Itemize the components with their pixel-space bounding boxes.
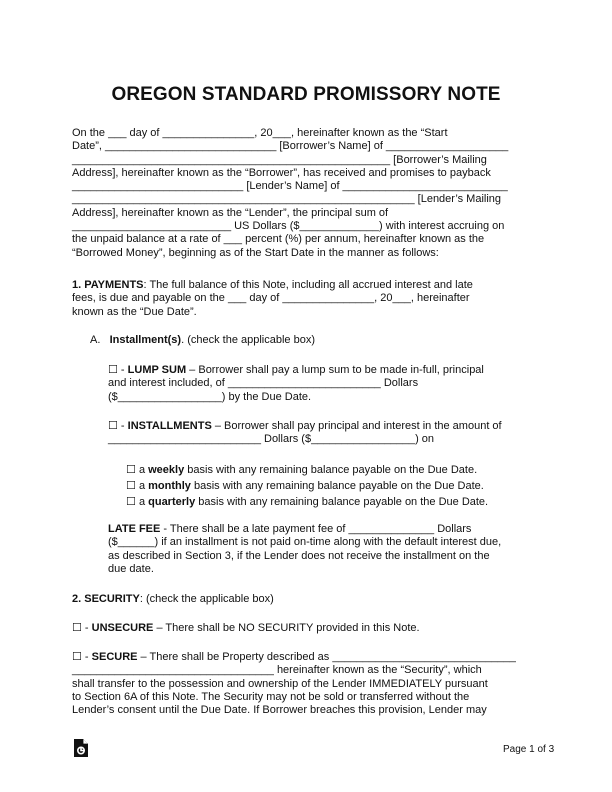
frequency-post: basis with any remaining balance payable on the Due Date.: [184, 464, 478, 476]
lump-sum-label: LUMP SUM: [127, 364, 187, 376]
frequency-word: weekly: [148, 464, 185, 476]
page-number: Page 1 of 3: [503, 744, 555, 755]
frequency-monthly: [126, 479, 484, 492]
document-logo-icon: [72, 738, 90, 758]
installments-subheading: [90, 334, 315, 346]
frequency-word: quarterly: [148, 496, 196, 508]
secure-line: to Section 6A of this Note. The Security may not be sold or transferred without the: [72, 690, 470, 703]
late-fee-label: LATE FEE: [108, 523, 161, 535]
frequency-post: basis with any remaining balance payable on the Due Date.: [195, 496, 489, 508]
lump-sum-checkbox[interactable]: ☐: [108, 364, 118, 376]
frequency-word: monthly: [148, 480, 191, 492]
section-a-prefix: A.: [90, 334, 101, 346]
lump-sum-line: – Borrower shall pay a lump sum to be made in-full, principal: [186, 364, 484, 376]
intro-paragraph: [72, 127, 542, 260]
installments-option: ☐ - INSTALLMENTS – Borrower shall pay principal and interest in the amount of _________________________ Dollars ($_________________) on: [108, 420, 548, 447]
secure-option: ☐ - SECURE – There shall be Property described as ______________________________ _________________________________ hereinafter known as the “Security”, which shall transfer to the possession and ownership of the Lender IMMEDIATELY pursuant to Section 6A of this Note. The Security may not be sold or transferred without the Lender’s consent until the Due Date. If Borrower breaches this provision, Lender may: [72, 651, 542, 717]
security-heading: 2. SECURITY: [72, 593, 140, 605]
section-a-label: Installment(s): [109, 334, 182, 346]
installments-label: INSTALLMENTS: [127, 420, 212, 432]
frequency-post: basis with any remaining balance payable on the Due Date.: [190, 480, 484, 492]
unsecure-rest: – There shall be NO SECURITY provided in this Note.: [153, 622, 420, 634]
security-rest: : (check the applicable box): [139, 593, 274, 605]
intro-line: Date”, ____________________________ [Borrower’s Name] of ____________________: [72, 140, 509, 153]
late-fee-line: as described in Section 3, if the Lender does not receive the installment on the: [108, 549, 490, 562]
late-fee-clause: [108, 523, 548, 576]
late-fee-line: - There shall be a late payment fee of ______________ Dollars: [160, 523, 472, 535]
payments-line: fees, is due and payable on the ___ day of _______________, 20___, hereinafter: [72, 292, 470, 305]
unsecure-option: ☐ - UNSECURE – There shall be NO SECURITY provided in this Note.: [72, 622, 420, 634]
intro-line: Address], hereinafter known as the “Lender”, the principal sum of: [72, 206, 389, 219]
secure-checkbox[interactable]: ☐: [72, 651, 82, 663]
intro-line: “Borrowed Money”, beginning as of the Start Date in the manner as follows:: [72, 246, 439, 259]
intro-line: ________________________________________________________ [Lender’s Mailing: [72, 193, 502, 206]
payments-heading: 1. PAYMENTS: [72, 279, 144, 291]
payments-line: : The full balance of this Note, including all accrued interest and late: [143, 279, 473, 291]
section-a-rest: . (check the applicable box): [181, 334, 316, 346]
intro-line: ____________________________________________________ [Borrower’s Mailing: [72, 153, 487, 166]
unsecure-label: UNSECURE: [91, 622, 154, 634]
lump-sum-line: ($_________________) by the Due Date.: [108, 390, 312, 403]
lump-sum-line: and interest included, of _________________________ Dollars: [108, 377, 419, 390]
unsecure-checkbox[interactable]: ☐: [72, 622, 82, 634]
secure-line: Lender’s consent until the Due Date. If Borrower breaches this provision, Lender may: [72, 704, 487, 717]
intro-line: Address], hereinafter known as the “Borrower”, has received and promises to payback: [72, 166, 491, 179]
secure-line: – There shall be Property described as ______________________________: [137, 651, 516, 663]
frequency-checkbox[interactable]: ☐: [126, 480, 136, 492]
secure-label: SECURE: [91, 651, 138, 663]
installments-line: _________________________ Dollars ($_________________) on: [108, 433, 435, 446]
document-title: OREGON STANDARD PROMISSORY NOTE: [111, 84, 501, 105]
secure-line: _________________________________ hereinafter known as the “Security”, which: [72, 664, 482, 677]
frequency-weekly: [126, 463, 477, 476]
late-fee-line: ($______) if an installment is not paid on-time along with the default interest due,: [108, 536, 502, 549]
lump-sum-option: ☐ - LUMP SUM – Borrower shall pay a lump sum to be made in-full, principal and interest included, of _________________________ Dollars ($_________________) by the Due Date.: [108, 364, 548, 404]
secure-line: shall transfer to the possession and ownership of the Lender IMMEDIATELY pursuant: [72, 677, 488, 690]
installments-line: – Borrower shall pay principal and interest in the amount of: [211, 420, 502, 432]
frequency-pre: a: [138, 480, 149, 492]
intro-line: ____________________________ [Lender’s Name] of ___________________________: [72, 180, 508, 193]
frequency-quarterly: [126, 495, 488, 508]
intro-line: On the ___ day of _______________, 20___, hereinafter known as the “Start: [72, 127, 448, 139]
frequency-checkbox[interactable]: ☐: [126, 496, 136, 508]
security-section: [72, 593, 542, 606]
late-fee-line: due date.: [108, 562, 154, 575]
installments-checkbox[interactable]: ☐: [108, 420, 118, 432]
intro-line: __________________________ US Dollars ($_____________) with interest accruing on: [72, 220, 505, 233]
frequency-checkbox[interactable]: ☐: [126, 464, 136, 476]
payments-line: known as the “Due Date”.: [72, 305, 197, 318]
payments-section: [72, 279, 542, 319]
frequency-pre: a: [138, 496, 149, 508]
intro-line: the unpaid balance at a rate of ___ percent (%) per annum, hereinafter known as the: [72, 233, 485, 246]
frequency-pre: a: [138, 464, 149, 476]
